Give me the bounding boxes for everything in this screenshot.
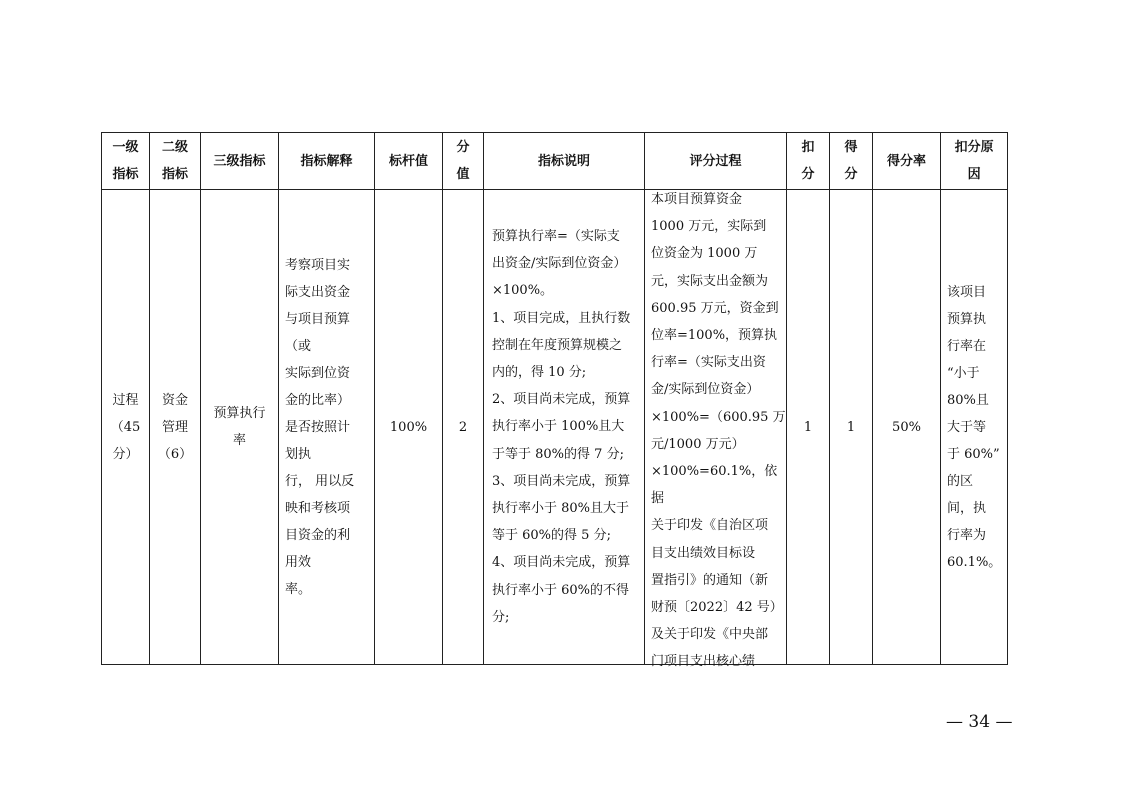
cell-score: 1 bbox=[830, 190, 873, 665]
header-score: 得 分 bbox=[830, 133, 873, 190]
cell-process: 本项目预算资金 1000 万元，实际到 位资金为 1000 万 元，实际支出金额为 600.95 万元，资金到 位率=100%，预算执 行率=（实际支出资 金/实际到位资金） ×100%=（600.95 万 元/1000 万元） ×100%=60.1%，依据 关于印发《自治区项 目支出绩效目标设 置指引》的通知（新 财预〔2022〕42 号） 及关于印发《中央部 门项目支出核心绩 bbox=[645, 190, 787, 665]
header-row bbox=[102, 133, 1008, 190]
header-score-value: 分 值 bbox=[443, 133, 484, 190]
cell-level3: 预算执行 率 bbox=[201, 190, 279, 665]
table-row bbox=[102, 190, 1008, 665]
header-score-rate: 得分率 bbox=[873, 133, 941, 190]
cell-reason: 该项目 预算执 行率在 “小于 80%且 大于等 于 60%” 的区 间，执 行率为 60.1%。 bbox=[941, 190, 1008, 665]
header-level2: 二级 指标 bbox=[150, 133, 201, 190]
cell-description: 预算执行率=（实际支 出资金/实际到位资金） ×100%。 1、项目完成，且执行数 控制在年度预算规模之 内的，得 10 分; 2、项目尚未完成，预算 执行率小于 100%且大 于等于 80%的得 7 分; 3、项目尚未完成，预算 执行率小于 80%且大于 等于 60%的得 5 分; 4、项目尚未完成，预算 执行率小于 60%的不得 分; bbox=[484, 190, 645, 665]
cell-score-value: 2 bbox=[443, 190, 484, 665]
cell-score-rate: 50% bbox=[873, 190, 941, 665]
cell-explanation: 考察项目实 际支出资金 与项目预算 （或 实际到位资 金的比率） 是否按照计 划执 行， 用以反 映和考核项 目资金的利 用效 率。 bbox=[279, 190, 375, 665]
cell-benchmark: 100% bbox=[375, 190, 443, 665]
header-description: 指标说明 bbox=[484, 133, 645, 190]
header-reason: 扣分原 因 bbox=[941, 133, 1008, 190]
header-level1: 一级 指标 bbox=[102, 133, 150, 190]
header-level3: 三级指标 bbox=[201, 133, 279, 190]
header-deduction: 扣 分 bbox=[787, 133, 830, 190]
header-explanation: 指标解释 bbox=[279, 133, 375, 190]
evaluation-table bbox=[101, 132, 1008, 670]
page-number: — 34 — bbox=[946, 712, 1013, 732]
cell-deduction: 1 bbox=[787, 190, 830, 665]
header-process: 评分过程 bbox=[645, 133, 787, 190]
header-benchmark: 标杆值 bbox=[375, 133, 443, 190]
cell-level2: 资金 管理 （6） bbox=[150, 190, 201, 665]
cell-level1: 过程 （45 分） bbox=[102, 190, 150, 665]
